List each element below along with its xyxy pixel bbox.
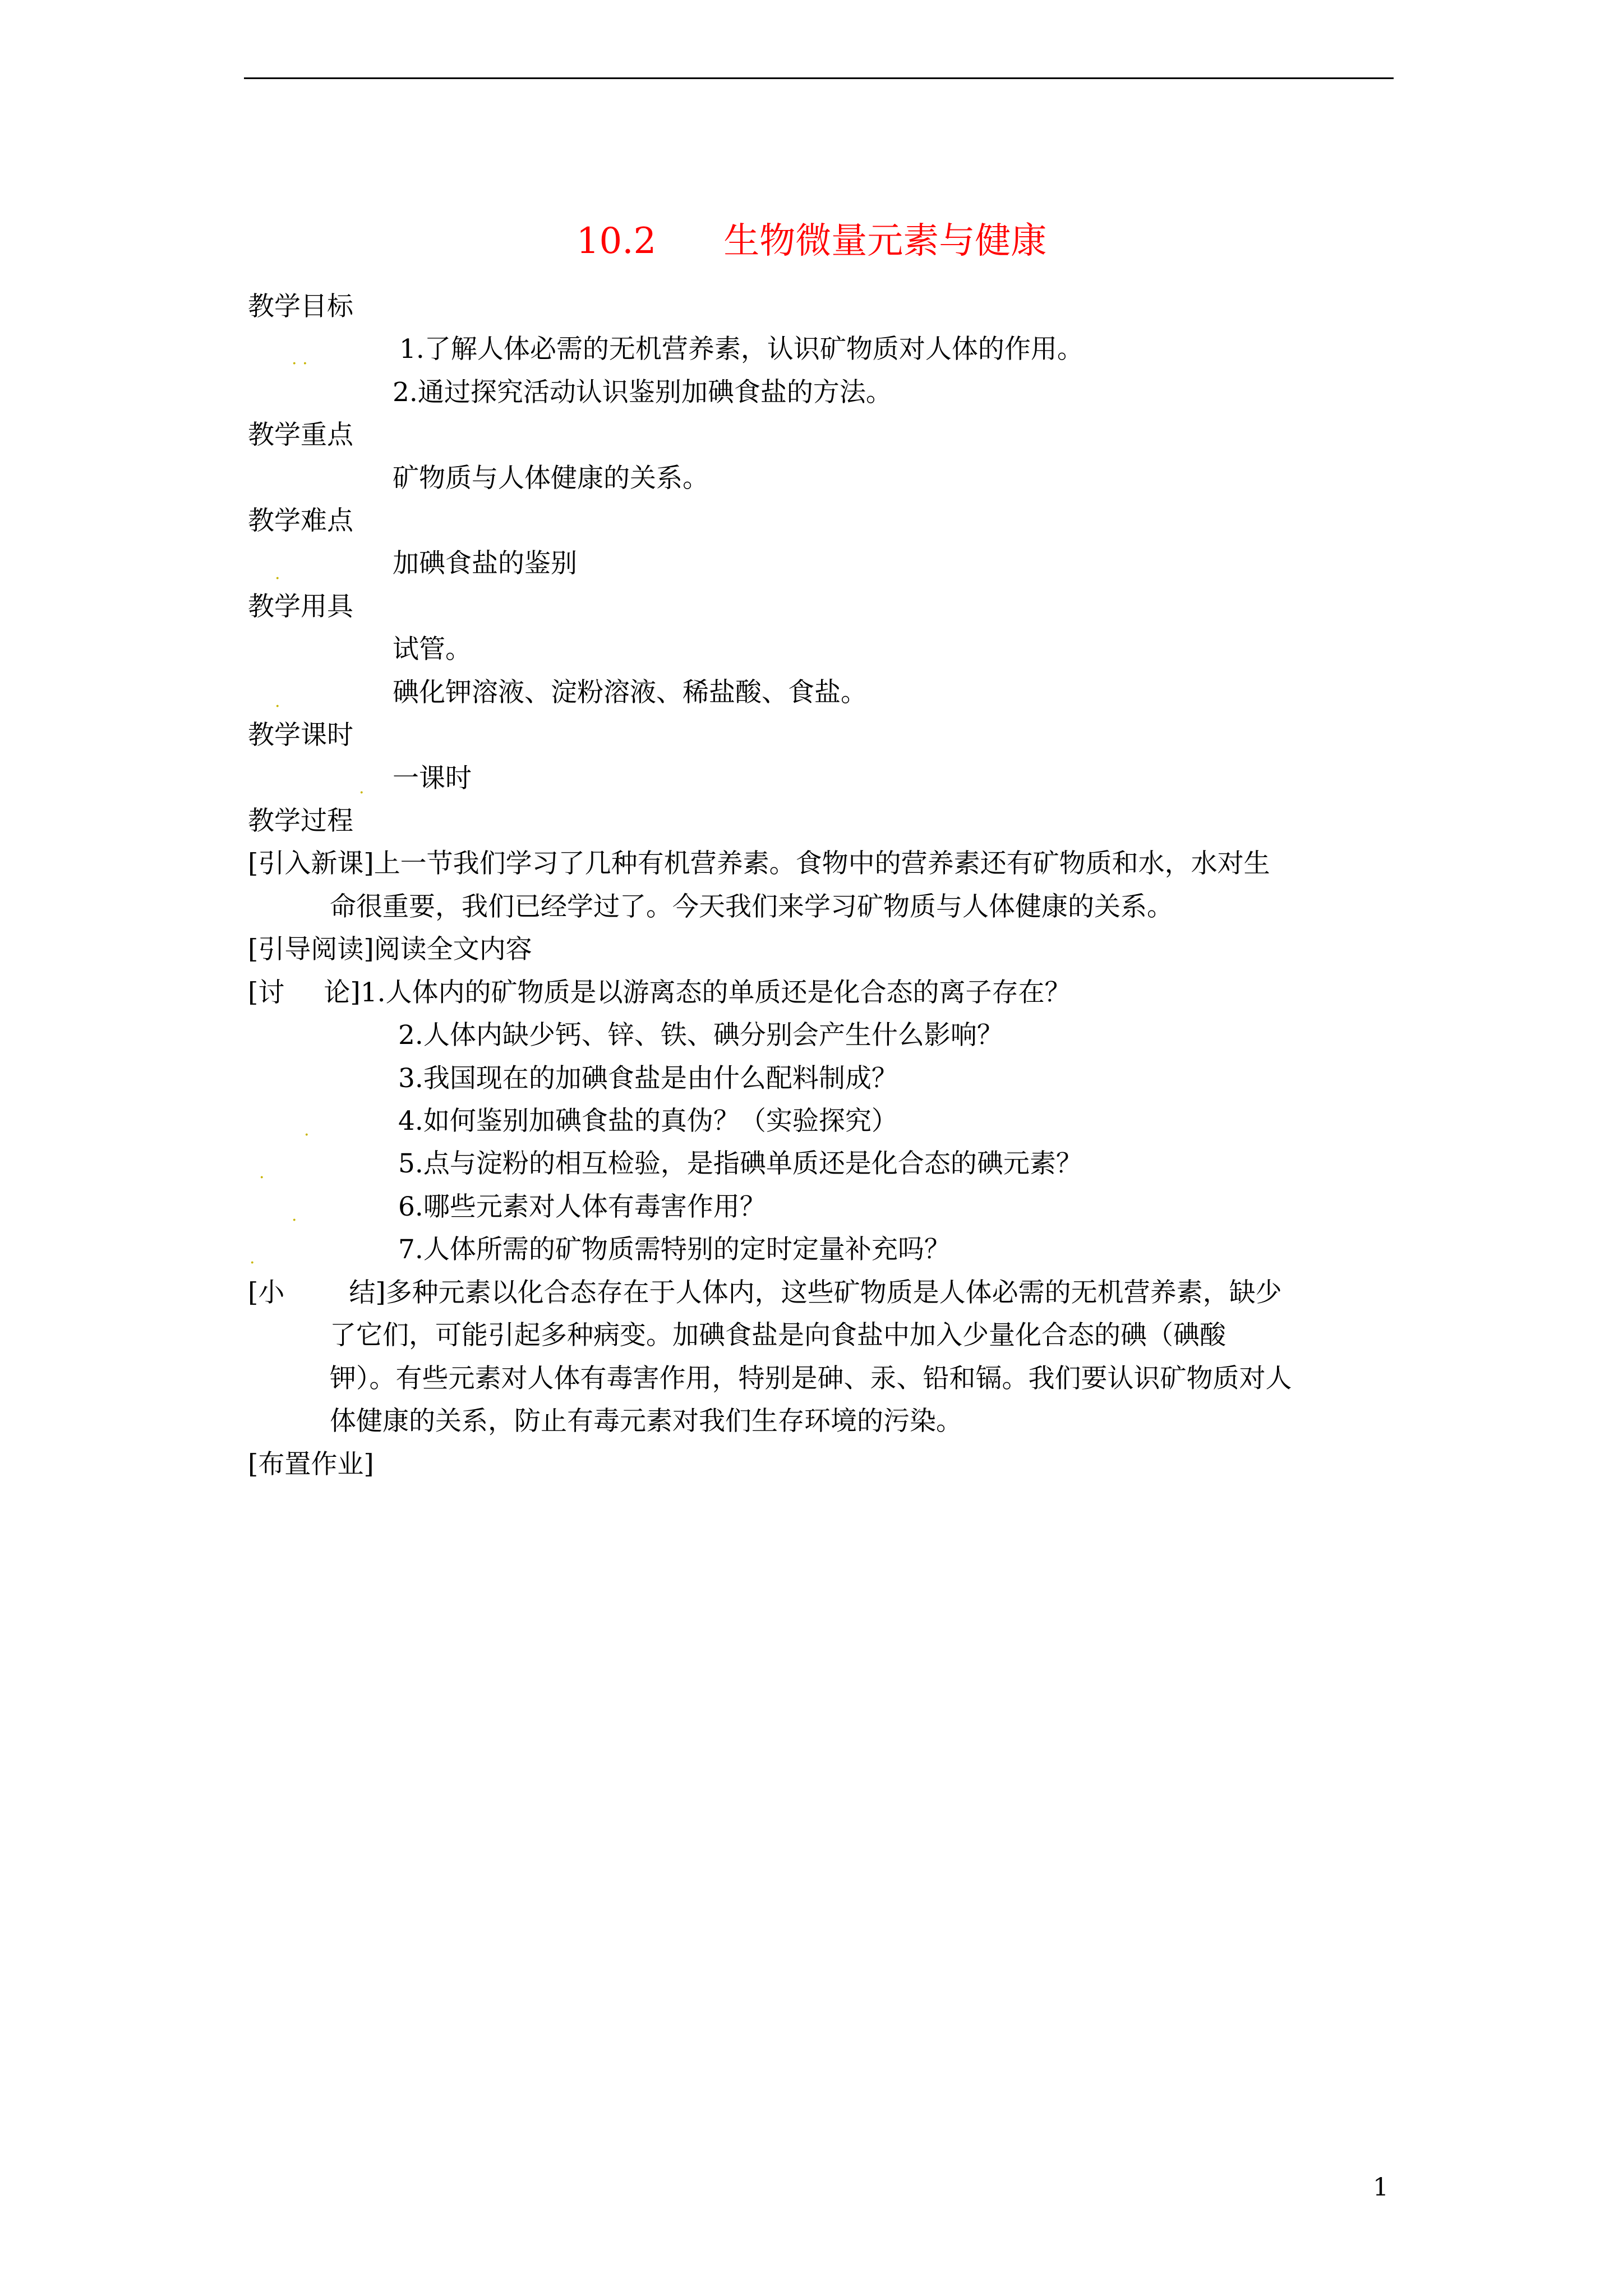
intro-paragraph-line (248, 846, 1270, 882)
difficulty-heading: 教学难点 (248, 505, 353, 536)
title-text: 生物微量元素与健康 (723, 220, 1047, 262)
summary-line (248, 1275, 1282, 1311)
discussion-item: 7.人体所需的矿物质需特别的定时定量补充吗？ (398, 1234, 951, 1265)
difficulty-text: 加碘食盐的鉴别 (393, 548, 577, 579)
discussion-item: 5.点与淀粉的相互检验，是指碘单质还是化合态的碘元素？ (398, 1148, 1082, 1179)
reading-text: 阅读全文内容 (374, 934, 532, 965)
reading-tag: [引导阅读] (248, 934, 374, 965)
decorative-dot: . (275, 692, 280, 711)
discussion-tag-left: [讨 (248, 977, 285, 1008)
discussion-tag-right: 论] (324, 977, 361, 1008)
summary-continuation: 体健康的关系，防止有毒元素对我们生存环境的污染。 (330, 1406, 962, 1437)
objective-item: 2.通过探究活动认识鉴别加碘食盐的方法。 (393, 377, 892, 408)
page-title (0, 216, 1623, 266)
discussion-item: 4.如何鉴别加碘食盐的真伪？（实验探究） (398, 1106, 898, 1137)
decorative-dot: . . (292, 349, 308, 369)
summary-text: 多种元素以化合态存在于人体内，这些矿物质是人体必需的无机营养素，缺少 (385, 1277, 1282, 1308)
homework-tag: [布置作业] (248, 1449, 374, 1480)
discussion-item: 1.人体内的矿物质是以游离态的单质还是化合态的离子存在？ (360, 977, 1071, 1008)
decorative-dot: . (250, 1248, 255, 1268)
key-point-heading: 教学重点 (248, 420, 353, 450)
period-text: 一课时 (393, 763, 472, 794)
summary-continuation: 了它们，可能引起多种病变。加碘食盐是向食盐中加入少量化合态的碘（碘酸 (330, 1320, 1226, 1351)
summary-tag-right: 结] (349, 1277, 386, 1308)
process-heading: 教学过程 (248, 806, 353, 836)
summary-continuation: 钾）。有些元素对人体有毒害作用，特别是砷、汞、铅和镉。我们要认识矿物质对人 (330, 1363, 1292, 1394)
period-heading: 教学课时 (248, 720, 353, 751)
header-rule (244, 77, 1394, 79)
discussion-item: 3.我国现在的加碘食盐是由什么配料制成？ (398, 1063, 898, 1094)
tools-item: 碘化钾溶液、淀粉溶液、稀盐酸、食盐。 (393, 677, 867, 708)
decorative-dot: . (259, 1163, 265, 1182)
tools-heading: 教学用具 (248, 591, 353, 622)
discussion-line (248, 975, 1071, 1011)
title-number: 10.2 (576, 220, 657, 262)
decorative-dot: . (292, 1205, 297, 1225)
intro-paragraph-continuation: 命很重要，我们已经学过了。今天我们来学习矿物质与人体健康的关系。 (330, 891, 1173, 922)
objective-item: 1.了解人体必需的无机营养素，认识矿物质对人体的作用。 (399, 334, 1083, 365)
intro-tag: [引入新课] (248, 848, 374, 879)
reading-line (248, 932, 532, 968)
decorative-dot: . (275, 564, 280, 583)
intro-text: 上一节我们学习了几种有机营养素。食物中的营养素还有矿物质和水，水对生 (374, 848, 1270, 879)
page-number: 1 (1373, 2173, 1389, 2202)
tools-item: 试管。 (393, 634, 472, 665)
summary-tag-left: [小 (248, 1277, 285, 1308)
decorative-dot: . (359, 778, 365, 798)
decorative-dot: . (304, 1120, 310, 1140)
discussion-item: 6.哪些元素对人体有毒害作用？ (398, 1191, 766, 1222)
key-point-text: 矿物质与人体健康的关系。 (393, 463, 709, 494)
objectives-heading: 教学目标 (248, 291, 353, 322)
discussion-item: 2.人体内缺少钙、锌、铁、碘分别会产生什么影响？ (398, 1020, 1003, 1051)
